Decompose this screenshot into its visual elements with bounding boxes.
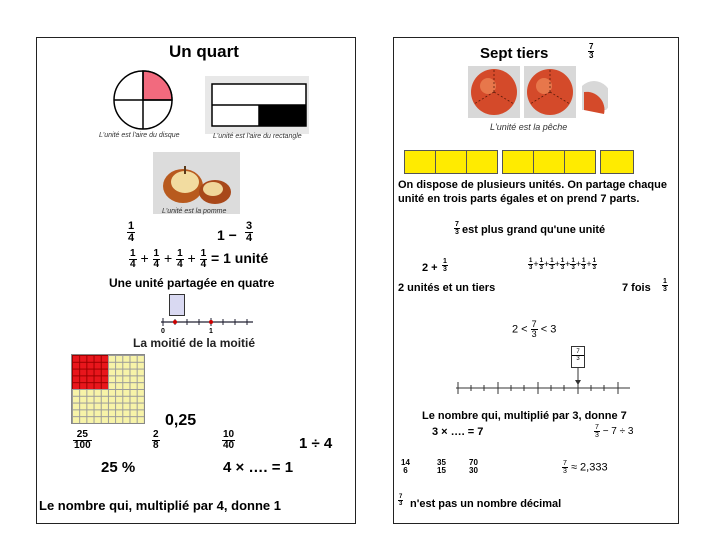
fraction-10-40: 10 40 xyxy=(223,429,235,451)
apple-icon xyxy=(153,152,240,214)
title-fraction: 7 3 xyxy=(589,42,594,60)
number-line-one: 1 xyxy=(209,328,213,335)
two-units-text: 2 unités et un tiers xyxy=(398,282,496,294)
quarter-disc xyxy=(111,68,175,132)
definition-text: Le nombre qui, multiplié par 3, donne 7 xyxy=(422,410,627,422)
not-decimal-text: n'est pas un nombre décimal xyxy=(410,498,562,510)
fraction-25-100: 25 100 xyxy=(74,429,91,451)
card-sept-tiers xyxy=(393,37,679,524)
card-un-quart xyxy=(36,37,356,524)
definition-text: Le nombre qui, multiplié par 4, donne 1 xyxy=(39,498,281,513)
units-description: On dispose de plusieurs unités. On partage chaque unité en trois parts égales et on prend 7 parts. xyxy=(398,179,667,205)
hundred-grid xyxy=(71,354,145,424)
apple-photo xyxy=(153,152,240,214)
quarter-shaded xyxy=(72,355,108,389)
peaches-photo xyxy=(468,66,608,122)
card-title: Sept tiers xyxy=(480,45,549,62)
seven-times-text: 7 fois xyxy=(622,282,651,294)
caption-rectangle: L'unité est l'aire du rectangle xyxy=(213,133,302,140)
half-of-half-text: La moitié de la moitié xyxy=(133,336,256,350)
fraction-three-quarters: 3 4 xyxy=(246,220,253,244)
quarter-rectangle xyxy=(211,83,307,127)
decimal-value: 0,25 xyxy=(165,412,197,429)
fraction-35-15: 35 15 xyxy=(437,458,446,475)
quarter-sum: $\frac{1}{4}$ + $\frac{1}{4}$ + $\frac{1}{4}$ + $\frac{1}{4}$ = 1 unité xyxy=(130,248,269,270)
fraction-7-3: 7 3 xyxy=(455,221,459,236)
number-line-thirds xyxy=(454,368,634,402)
caption-peach: L'unité est la pêche xyxy=(490,122,568,132)
multiply-equation: 3 × …. = 7 xyxy=(432,426,484,438)
card-title: Un quart xyxy=(169,42,239,61)
shared-in-four-text: Une unité partagée en quatre xyxy=(109,276,275,290)
seven-times-fraction: 1 3 xyxy=(663,278,667,293)
approximation: $\frac{7}{3}$ ≈ 2,333 xyxy=(563,460,608,475)
fraction-2-8: 2 8 xyxy=(153,429,159,451)
number-line-zero: 0 xyxy=(161,328,165,335)
one-minus-label: 1 − xyxy=(217,227,237,243)
inequality: 2 < $\frac{7}{3}$ < 3 xyxy=(512,319,557,339)
thirds-boxes xyxy=(404,150,634,174)
fraction-14-6: 14 6 xyxy=(401,458,410,475)
percent-value: 25 % xyxy=(101,459,136,476)
division-equation: $\frac{7}{3}$ − 7 ÷ 3 xyxy=(595,424,634,439)
fraction-one-quarter: 1 4 xyxy=(128,220,135,244)
greater-than-unit-text: est plus grand qu'une unité xyxy=(462,224,606,236)
caption-disc: L'unité est l'aire du disque xyxy=(99,132,180,139)
division-expression: 1 ÷ 4 xyxy=(299,435,333,452)
seven-thirds-box: 7 3 xyxy=(571,346,585,368)
quarter-box xyxy=(169,294,185,316)
caption-apple: L'unité est la pomme xyxy=(162,208,227,215)
fraction-70-30: 70 30 xyxy=(469,458,478,475)
two-plus: 2 + xyxy=(422,262,438,274)
seven-thirds-sum: $\frac{1}{3}$ + $\frac{1}{3}$ + $\frac{1}{3}$ + $\frac{1}{3}$ + $\frac{1}{3}$ + $\frac{1}{3}$ + $\frac{1}{3}$ xyxy=(529,258,596,271)
multiply-equation: 4 × …. = 1 xyxy=(223,459,294,476)
not-decimal-fraction: 7 3 xyxy=(399,494,403,507)
fraction-1-3: 1 3 xyxy=(443,258,447,273)
